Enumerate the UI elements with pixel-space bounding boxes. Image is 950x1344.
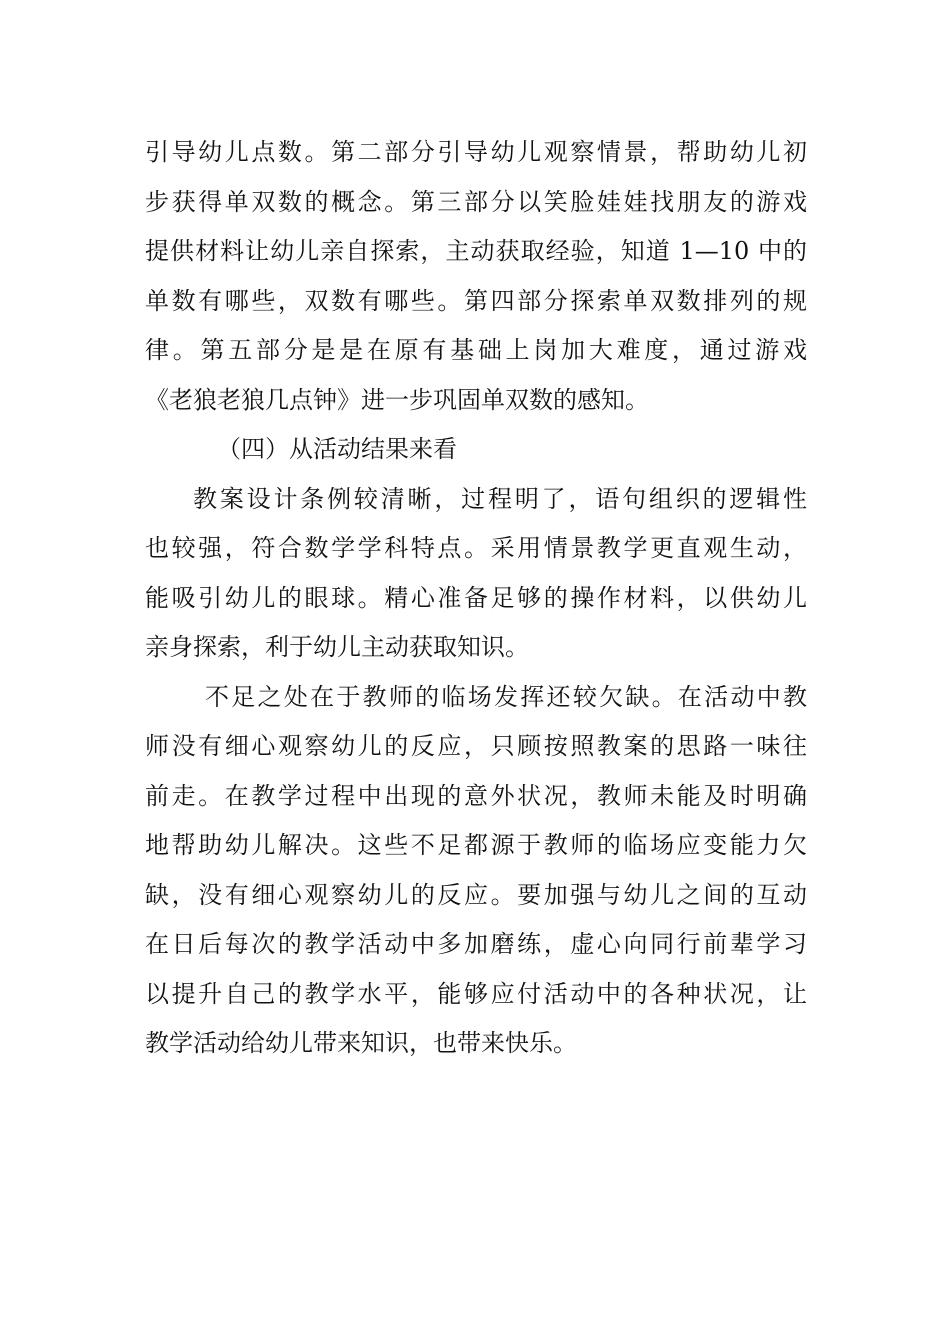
- body-text: [145, 128, 807, 1069]
- text-line: 师没有细心观察幼儿的反应，只顾按照教案的思路一味往: [145, 732, 807, 760]
- text-line: 单数有哪些，双数有哪些。第四部分探索单双数排列的规: [145, 286, 807, 315]
- text-line: 步获得单双数的概念。第三部分以笑脸娃娃找朋友的游戏: [145, 187, 807, 216]
- text-line: 地帮助幼儿解决。这些不足都源于教师的临场应变能力欠: [145, 831, 807, 859]
- text-line: 不足之处在于教师的临场发挥还较欠缺。在活动中教: [205, 682, 807, 711]
- text-line: 《老狼老狼几点钟》进一步巩固单双数的感知。: [145, 385, 649, 414]
- text-line: 能吸引幼儿的眼球。精心准备足够的操作材料，以供幼儿: [145, 583, 807, 612]
- text-line: 前走。在教学过程中出现的意外状况，教师未能及时明确: [145, 781, 807, 810]
- text-line: 教学活动给幼儿带来知识，也带来快乐。: [145, 1029, 577, 1057]
- text-line: 亲身探索，利于幼儿主动获取知识。: [145, 633, 529, 661]
- text-line: 提供材料让幼儿亲自探索，主动获取经验，知道 1—10 中的: [145, 237, 807, 265]
- text-line: 律。第五部分是是在原有基础上岗加大难度，通过游戏: [145, 336, 807, 364]
- text-line: 缺，没有细心观察幼儿的反应。要加强与幼儿之间的互动: [145, 880, 807, 909]
- text-line: 以提升自己的教学水平，能够应付活动中的各种状况，让: [145, 979, 807, 1008]
- text-line: 也较强，符合数学学科特点。采用情景教学更直观生动，: [145, 534, 807, 562]
- text-line: 引导幼儿点数。第二部分引导幼儿观察情景，帮助幼儿初: [145, 138, 807, 166]
- text-line: 在日后每次的教学活动中多加磨练，虚心向同行前辈学习: [145, 930, 807, 958]
- section-heading: （四）从活动结果来看: [217, 435, 457, 463]
- text-line: 教案设计条例较清晰，过程明了，语句组织的逻辑性: [193, 484, 807, 513]
